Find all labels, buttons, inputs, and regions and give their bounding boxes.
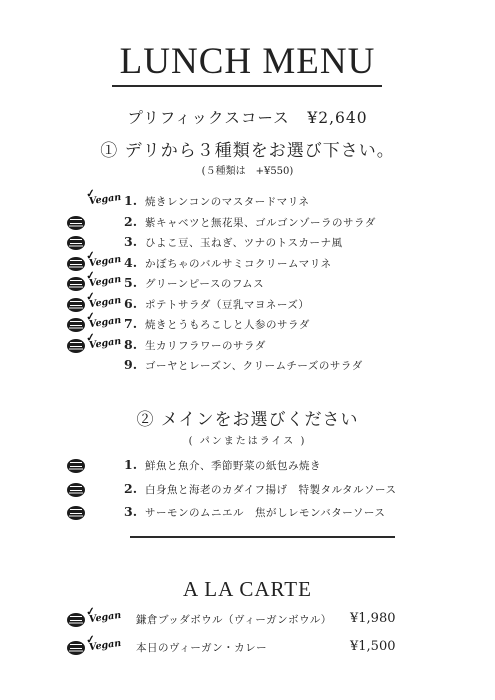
item-number: 3. xyxy=(124,504,138,519)
dish-name: 紫キャベツと無花果、ゴルゴンゾーラのサラダ xyxy=(145,216,376,229)
halal-badge-icon xyxy=(67,641,85,655)
item-number: 9. xyxy=(124,357,138,372)
list-item xyxy=(0,357,495,375)
title-underline xyxy=(112,85,382,87)
vegan-mark-icon: ✓ Vegan xyxy=(88,294,121,309)
list-item xyxy=(0,504,495,522)
list-item xyxy=(0,296,495,314)
halal-badge-icon xyxy=(67,298,85,312)
list-item xyxy=(0,214,495,232)
vegan-mark-icon: ✓ Vegan xyxy=(88,253,121,268)
halal-badge-icon xyxy=(67,257,85,271)
dish-name: ひよこ豆、玉ねぎ、ツナのトスカーナ風 xyxy=(145,237,343,249)
vegan-mark-icon: ✓ Vegan xyxy=(88,335,121,350)
halal-badge-icon xyxy=(67,236,85,250)
list-item xyxy=(0,457,495,475)
dish-name: 生カリフラワーのサラダ xyxy=(145,339,266,352)
dish-name: ゴーヤとレーズン、クリームチーズのサラダ xyxy=(145,360,363,372)
list-item xyxy=(0,481,495,499)
dish-name: 白身魚と海老のカダイフ揚げ 特製タルタルソース xyxy=(145,483,397,496)
item-number: 8. xyxy=(124,336,138,352)
halal-badge-icon xyxy=(67,483,85,497)
dish-price: ¥1,500 xyxy=(350,639,396,654)
list-item xyxy=(0,234,495,252)
dish-name: グリーンピースのフムス xyxy=(145,278,265,290)
menu-title: LUNCH MENU xyxy=(119,41,376,82)
item-number: 4. xyxy=(124,254,138,270)
list-item xyxy=(0,193,495,211)
course-line xyxy=(0,106,495,128)
course-price: ¥2,640 xyxy=(307,109,368,127)
step1-heading: ① デリから３種類をお選び下さい。 xyxy=(100,141,395,161)
halal-badge-icon xyxy=(67,506,85,520)
dish-name: 本日のヴィーガン・カレー xyxy=(136,642,268,654)
list-item xyxy=(0,337,495,355)
dish-name: 鮮魚と魚介、季節野菜の紙包み焼き xyxy=(145,460,321,472)
alacarte-item xyxy=(0,611,495,629)
halal-badge-icon xyxy=(67,277,85,291)
vegan-mark-icon: ✓ Vegan xyxy=(88,638,121,653)
step1-note: (５種類は +¥550) xyxy=(201,166,294,177)
item-number: 2. xyxy=(124,480,138,496)
vegan-mark-icon: ✓ Vegan xyxy=(88,274,121,289)
vegan-mark-icon: ✓ Vegan xyxy=(88,315,121,330)
course-name: プリフィックスコース xyxy=(127,109,290,127)
dish-name: 焼きとうもろこしと人参のサラダ xyxy=(145,319,310,331)
alacarte-heading: A LA CARTE xyxy=(183,577,312,601)
item-number: 1. xyxy=(124,457,138,472)
halal-badge-icon xyxy=(67,216,85,230)
list-item xyxy=(0,316,495,334)
list-item xyxy=(0,255,495,273)
step2-heading: ② メインをお選びください xyxy=(136,410,359,430)
halal-badge-icon xyxy=(67,318,85,332)
halal-badge-icon xyxy=(67,459,85,473)
alacarte-item xyxy=(0,639,495,657)
dish-name: 鎌倉ブッダボウル（ヴィーガンボウル） xyxy=(136,614,332,626)
item-number: 3. xyxy=(124,234,138,249)
item-number: 5. xyxy=(124,275,138,290)
dish-name: ポテトサラダ（豆乳マヨネーズ） xyxy=(145,298,310,311)
list-item xyxy=(0,275,495,293)
section-divider xyxy=(130,536,395,538)
halal-badge-icon xyxy=(67,339,85,353)
item-number: 2. xyxy=(124,213,138,229)
vegan-mark-icon: ✓ Vegan xyxy=(88,610,121,625)
dish-name: 焼きレンコンのマスタードマリネ xyxy=(145,196,310,208)
item-number: 1. xyxy=(124,193,138,208)
dish-name: サーモンのムニエル 焦がしレモンバターソース xyxy=(145,507,386,519)
dish-name: かぼちゃのバルサミコクリームマリネ xyxy=(145,257,332,270)
halal-badge-icon xyxy=(67,613,85,627)
dish-price: ¥1,980 xyxy=(350,611,396,626)
vegan-mark-icon: ✓ Vegan xyxy=(88,192,121,207)
step2-note: ( パンまたはライス ) xyxy=(188,436,307,447)
item-number: 6. xyxy=(124,295,138,311)
item-number: 7. xyxy=(124,316,138,331)
